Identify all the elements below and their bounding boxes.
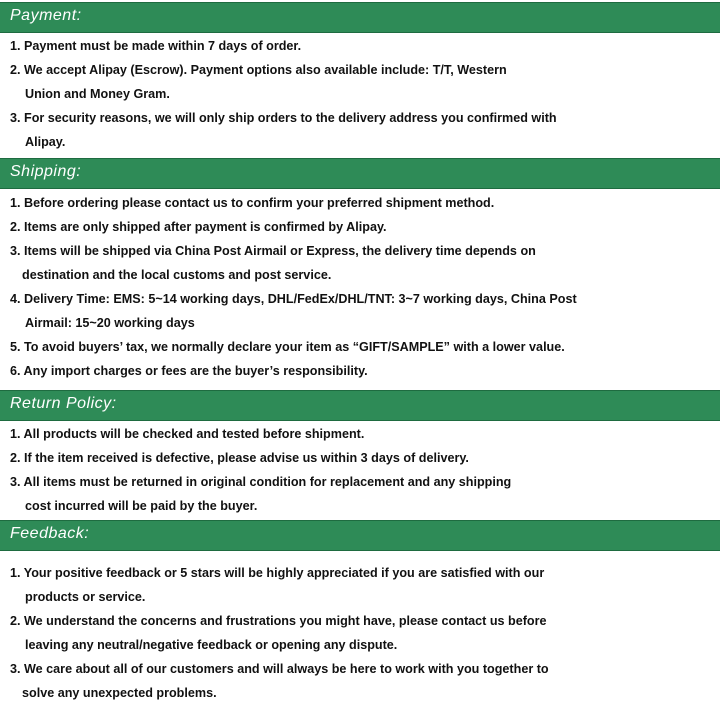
shipping-line-5: 5. To avoid buyers’ tax, we normally declare your item as “GIFT/SAMPLE” with a lower value.	[10, 340, 565, 354]
payment-line-1: 1. Payment must be made within 7 days of order.	[10, 39, 302, 53]
feedback-line-3: 3. We care about all of our customers and will always be here to work with you together to	[10, 662, 549, 676]
shipping-line-3: 3. Items will be shipped via China Post Airmail or Express, the delivery time depends on	[10, 244, 536, 258]
return-policy-header	[0, 390, 720, 421]
shipping-line-4-cont: Airmail: 15~20 working days	[25, 316, 195, 330]
shipping-title: Shipping:	[10, 163, 82, 180]
feedback-line-1: 1. Your positive feedback or 5 stars will be highly appreciated if you are satisfied with our	[10, 566, 545, 580]
return-line-3: 3. All items must be returned in original condition for replacement and any shipping	[10, 475, 512, 489]
shipping-header	[0, 158, 720, 189]
payment-header	[0, 2, 720, 33]
return-policy-title: Return Policy:	[10, 395, 117, 412]
shipping-line-3-cont: destination and the local customs and post service.	[22, 268, 332, 282]
feedback-line-2: 2. We understand the concerns and frustrations you might have, please contact us before	[10, 614, 547, 628]
shipping-line-6: 6. Any import charges or fees are the buyer’s responsibility.	[10, 364, 368, 378]
shipping-line-2: 2. Items are only shipped after payment is confirmed by Alipay.	[10, 220, 387, 234]
payment-line-2: 2. We accept Alipay (Escrow). Payment options also available include: T/T, Western	[10, 63, 507, 77]
payment-title: Payment:	[10, 7, 82, 24]
shipping-line-1: 1. Before ordering please contact us to confirm your preferred shipment method.	[10, 196, 495, 210]
return-line-1: 1. All products will be checked and tested before shipment.	[10, 427, 365, 441]
shipping-line-4: 4. Delivery Time: EMS: 5~14 working days, DHL/FedEx/DHL/TNT: 3~7 working days, China Post	[10, 292, 577, 306]
feedback-line-1-cont: products or service.	[25, 590, 146, 604]
return-line-2: 2. If the item received is defective, please advise us within 3 days of delivery.	[10, 451, 469, 465]
feedback-header	[0, 520, 720, 551]
feedback-title: Feedback:	[10, 525, 90, 542]
payment-line-2-cont: Union and Money Gram.	[25, 87, 170, 101]
payment-line-3: 3. For security reasons, we will only ship orders to the delivery address you confirmed with	[10, 111, 557, 125]
feedback-line-3-cont: solve any unexpected problems.	[22, 686, 217, 700]
return-line-3-cont: cost incurred will be paid by the buyer.	[25, 499, 258, 513]
payment-line-3-cont: Alipay.	[25, 135, 66, 149]
feedback-line-2-cont: leaving any neutral/negative feedback or opening any dispute.	[25, 638, 398, 652]
